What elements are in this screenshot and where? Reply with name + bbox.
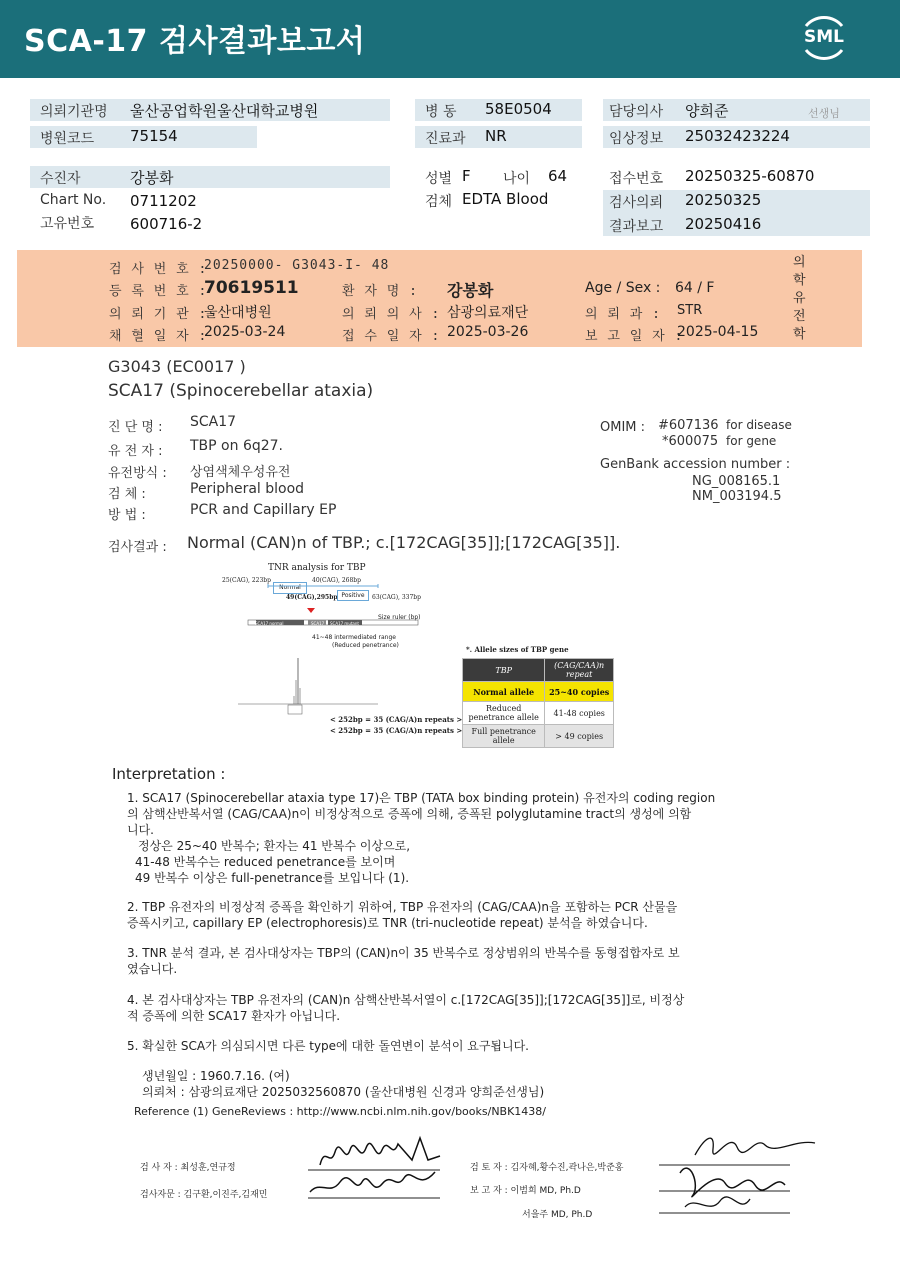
interp-ref-inst: 의뢰처 : 삼광의료재단 2025032560870 (울산대병원 신경과 양희준선생님) — [142, 1085, 545, 1099]
patient-name-value: 강봉화 — [447, 281, 494, 300]
reporter-line-2: 서을주 MD, Ph.D — [522, 1210, 593, 1220]
doctor-suffix: 선생님 — [808, 107, 840, 120]
collect-value: 2025-03-24 — [204, 324, 286, 340]
tester-line: 검 사 자 : 최성훈,연규정 — [140, 1163, 236, 1173]
clinical-label: 임상정보 — [609, 131, 664, 147]
seg-mutant: SCA17 mutant — [330, 621, 359, 626]
table-row — [463, 702, 614, 725]
patient-label: 수진자 — [40, 171, 81, 187]
table-row — [463, 682, 614, 702]
patient-name-label: 환 자 명 : — [342, 284, 418, 299]
side-char: 의 — [793, 255, 806, 270]
patient-value: 강봉화 — [130, 169, 174, 187]
dept-label-2: 의 뢰 과 : — [585, 307, 661, 322]
sex-label: 성별 — [425, 171, 453, 187]
collect-label: 채 혈 일 자 : — [109, 329, 208, 344]
report-label-2: 보 고 일 자 : — [585, 329, 684, 344]
specimen-label-2: 검 체 : — [108, 487, 146, 502]
reg-value: 70619511 — [204, 278, 299, 298]
interp-p1f: 49 반복수 이상은 full-penetrance를 보입니다 (1). — [135, 871, 410, 885]
interp-p5: 5. 확실한 SCA가 의심되시면 다른 type에 대한 돌연변이 분석이 요구됩니다. — [127, 1039, 529, 1053]
fig-label-4: 63(CAG), 337bp — [372, 594, 421, 601]
interp-p3b: 였습니다. — [127, 962, 178, 976]
report-value-2: 2025-04-15 — [677, 324, 759, 340]
interp-p1d: 정상은 25~40 반복수; 환자는 41 반복수 이상으로, — [138, 839, 411, 853]
req-value: 20250325 — [685, 191, 762, 209]
gene-label: 유 전 자 : — [108, 444, 163, 459]
method-label: 방 법 : — [108, 508, 146, 523]
interp-p4b: 적 증폭에 의한 SCA17 환자가 아닙니다. — [127, 1009, 341, 1023]
reviewer-line: 검 토 자 : 김자혜,황수진,곽나은,박준홍 — [470, 1163, 624, 1173]
reporter-line: 보 고 자 : 이범희 MD, Ph.D — [470, 1186, 581, 1196]
age-value: 64 — [548, 167, 568, 185]
repeats-1: < 252bp = 35 (CAG/A)n repeats > — [330, 715, 463, 724]
omim-1: #607136 — [658, 418, 719, 433]
diag-label: 진 단 명 : — [108, 420, 163, 435]
report-header — [0, 0, 900, 78]
receipt-label: 접수번호 — [609, 171, 664, 187]
fig-label-2: 40(CAG), 268bp — [312, 577, 361, 584]
hospital-code-value: 75154 — [130, 127, 178, 145]
signature-image — [655, 1125, 820, 1220]
req-label: 검사의뢰 — [609, 195, 664, 211]
side-char: 학 — [793, 273, 806, 288]
age-label: 나이 — [503, 171, 531, 187]
test-code: G3043 (EC0017 ) — [108, 357, 246, 376]
sex-value: F — [462, 167, 471, 185]
dept-label: 진료과 — [425, 131, 466, 147]
inst-value: 울산대병원 — [204, 305, 272, 321]
ward-label: 병 동 — [425, 104, 457, 120]
specimen-value-2: Peripheral blood — [190, 481, 305, 497]
test-no-label: 검 사 번 호 : — [109, 262, 208, 277]
inst-label: 의 뢰 기 관 : — [109, 307, 208, 322]
interp-title: Interpretation : — [112, 765, 226, 783]
doc-label: 의 뢰 의 사 : — [342, 307, 441, 322]
result-label: 검사결과 : — [108, 540, 167, 555]
hospital-code-label: 병원코드 — [40, 131, 95, 147]
genbank-label: GenBank accession number : — [600, 457, 791, 472]
fig-label-3: 49(CAG),295bp — [286, 594, 338, 601]
chart-value: 0711202 — [130, 192, 197, 210]
diag-value: SCA17 — [190, 414, 237, 430]
side-char: 전 — [793, 309, 806, 324]
clinical-value: 25032423224 — [685, 127, 790, 145]
report-date-value: 20250416 — [685, 215, 762, 233]
dept-value-2: STR — [677, 303, 703, 318]
doctor-value: 양희준 — [685, 102, 729, 120]
table-row — [463, 659, 614, 682]
mode-value: 상염색체우성유전 — [190, 465, 291, 480]
mode-label: 유전방식 : — [108, 466, 167, 481]
gene-value: TBP on 6q27. — [190, 438, 283, 454]
recv-value: 2025-03-26 — [447, 324, 529, 340]
table-cell: (CAG/CAA)n repeat — [545, 659, 614, 682]
doc-value: 삼광의료재단 — [447, 305, 529, 321]
omim-2-note: for gene — [726, 434, 777, 448]
table-cell: TBP — [463, 659, 545, 682]
result-value: Normal (CAN)n of TBP.; c.[172CAG[35]];[172CAG[35]]. — [187, 533, 621, 552]
omim-2: *600075 — [662, 434, 719, 449]
test-title: SCA17 (Spinocerebellar ataxia) — [108, 381, 374, 401]
dept-value: NR — [485, 127, 507, 145]
reg-label: 등 록 번 호 : — [109, 284, 208, 299]
normal-box: Normal — [273, 582, 307, 594]
ward-value: 58E0504 — [485, 100, 552, 118]
fig-label-1: 25(CAG), 223bp — [222, 577, 271, 584]
omim-1-note: for disease — [726, 418, 792, 432]
table-cell: Full penetrance allele — [463, 725, 545, 748]
scanned-report-header — [17, 250, 862, 347]
table-cell: > 49 copies — [545, 725, 614, 748]
positive-box: Positive — [337, 590, 369, 601]
side-char: 유 — [793, 291, 806, 306]
range-2: (Reduced penetrance) — [332, 642, 399, 649]
side-char: 학 — [793, 327, 806, 342]
uid-value: 600716-2 — [130, 215, 203, 233]
interp-p1c: 니다. — [127, 823, 154, 837]
range-1: 41~48 intermediated range — [312, 634, 396, 641]
interp-p1a: 1. SCA17 (Spinocerebellar ataxia type 17)은 TBP (TATA box binding protein) 유전자의 coding region — [127, 791, 716, 805]
logo-text: SML — [804, 27, 844, 47]
table-cell: 25~40 copies — [545, 682, 614, 702]
interp-p1b: 의 삼핵산반복서열 (CAG/CAA)n이 비정상적으로 증폭에 의해, 증폭된 polyglutamine tract의 생성에 의함 — [127, 807, 692, 821]
chart-label: Chart No. — [40, 192, 107, 208]
test-no-value: 20250000- G3043-I- 48 — [204, 258, 390, 273]
allele-title: *. Allele sizes of TBP gene — [466, 645, 569, 654]
interp-dob: 생년월일 : 1960.7.16. (여) — [142, 1069, 290, 1083]
uid-label: 고유번호 — [40, 216, 95, 232]
side-label — [793, 254, 806, 344]
ruler-label: Size ruler (bp) — [378, 614, 421, 621]
doctor-label: 담당의사 — [609, 104, 664, 120]
specimen-label: 검체 — [425, 194, 453, 210]
table-cell: Normal allele — [463, 682, 545, 702]
interp-p4a: 4. 본 검사대상자는 TBP 유전자의 (CAN)n 삼핵산반복서열이 c.[172CAG[35]];[172CAG[35]]로, 비정상 — [127, 993, 685, 1007]
agesex-label: Age / Sex : — [585, 280, 661, 296]
receipt-value: 20250325-60870 — [685, 167, 815, 185]
recv-label: 접 수 일 자 : — [342, 329, 441, 344]
institution-value: 울산공업학원울산대학교병원 — [130, 102, 319, 120]
genbank-1: NG_008165.1 — [692, 474, 781, 489]
table-cell: Reduced penetrance allele — [463, 702, 545, 725]
genbank-2: NM_003194.5 — [692, 489, 782, 504]
repeats-2: < 252bp = 35 (CAG/A)n repeats > — [330, 726, 463, 735]
specimen-value: EDTA Blood — [462, 190, 549, 208]
interp-reference: Reference (1) GeneReviews : http://www.ncbi.nlm.nih.gov/books/NBK1438/ — [134, 1105, 547, 1118]
interp-p2b: 증폭시키고, capillary EP (electrophoresis)로 TNR (tri-nucleotide repeat) 분석을 하였습니다. — [127, 916, 648, 930]
interp-p1e: 41-48 반복수는 reduced penetrance를 보이며 — [135, 855, 396, 869]
seg-mid: SCA17 — [311, 621, 325, 626]
advisor-line: 검사자문 : 김구환,이진주,김재민 — [140, 1190, 268, 1200]
allele-table — [462, 658, 614, 748]
omim-label: OMIM : — [600, 420, 646, 435]
method-value: PCR and Capillary EP — [190, 502, 337, 518]
report-title: SCA-17 검사결과보고서 — [24, 24, 366, 59]
electropherogram — [238, 580, 438, 720]
agesex-value: 64 / F — [675, 280, 715, 296]
table-cell: 41-48 copies — [545, 702, 614, 725]
signature-image — [300, 1130, 450, 1210]
patient-row — [30, 166, 390, 188]
interp-p3a: 3. TNR 분석 결과, 본 검사대상자는 TBP의 (CAN)n이 35 반복수로 정상범위의 반복수를 동형접합자로 보 — [127, 946, 680, 960]
table-row — [463, 725, 614, 748]
seg-normal: SCA17 normal — [255, 621, 284, 626]
institution-label: 의뢰기관명 — [40, 104, 108, 120]
report-date-label: 결과보고 — [609, 219, 664, 235]
figure-title: TNR analysis for TBP — [268, 563, 366, 573]
interp-p2a: 2. TBP 유전자의 비정상적 증폭을 확인하기 위하여, TBP 유전자의 (CAG/CAA)n을 포함하는 PCR 산물을 — [127, 900, 678, 914]
